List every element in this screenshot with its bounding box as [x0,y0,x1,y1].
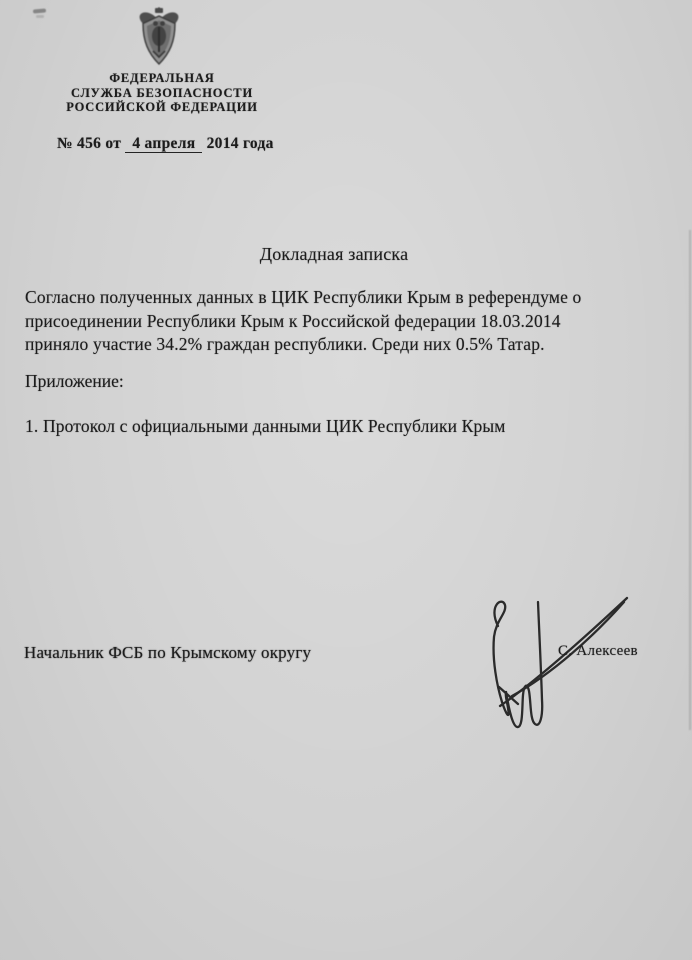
agency-letterhead [52,71,272,115]
scan-smudge [33,8,46,13]
reference-number-line [57,135,274,153]
signoff-position-title: Начальник ФСБ по Крымскому округу [24,643,312,662]
memo-body-line-2: присоединении Республики Крым к Российской федерации 18.03.2014 [25,310,561,331]
scan-edge-artifact [689,230,691,730]
fsb-crest-icon [137,6,181,68]
agency-line-1: ФЕДЕРАЛЬНАЯ [109,71,215,85]
memo-body-line-1: Согласно полученных данных в ЦИК Республики Крым в референдуме о [25,287,582,307]
handwritten-signature [482,592,632,740]
scan-smudge [36,15,44,18]
reference-date-underlined: 4 апреля [125,135,202,153]
agency-line-2: СЛУЖБА БЕЗОПАСНОСТИ [71,85,253,100]
document-title: Докладная записка [259,244,409,264]
reference-prefix: № 456 от [57,135,122,152]
agency-line-3: РОССИЙСКОЙ ФЕДЕРАЦИИ [66,100,258,114]
signer-name: С. Алексеев [558,643,638,659]
memo-body [25,286,675,357]
attachment-label: Приложение: [25,371,124,391]
reference-suffix: 2014 года [206,135,274,152]
memo-body-line-3: приняло участие 34.2% граждан республики. Среди них 0.5% Татар. [25,334,545,354]
attachment-item-1: 1. Протокол с официальными данными ЦИК Республики Крым [25,416,506,436]
